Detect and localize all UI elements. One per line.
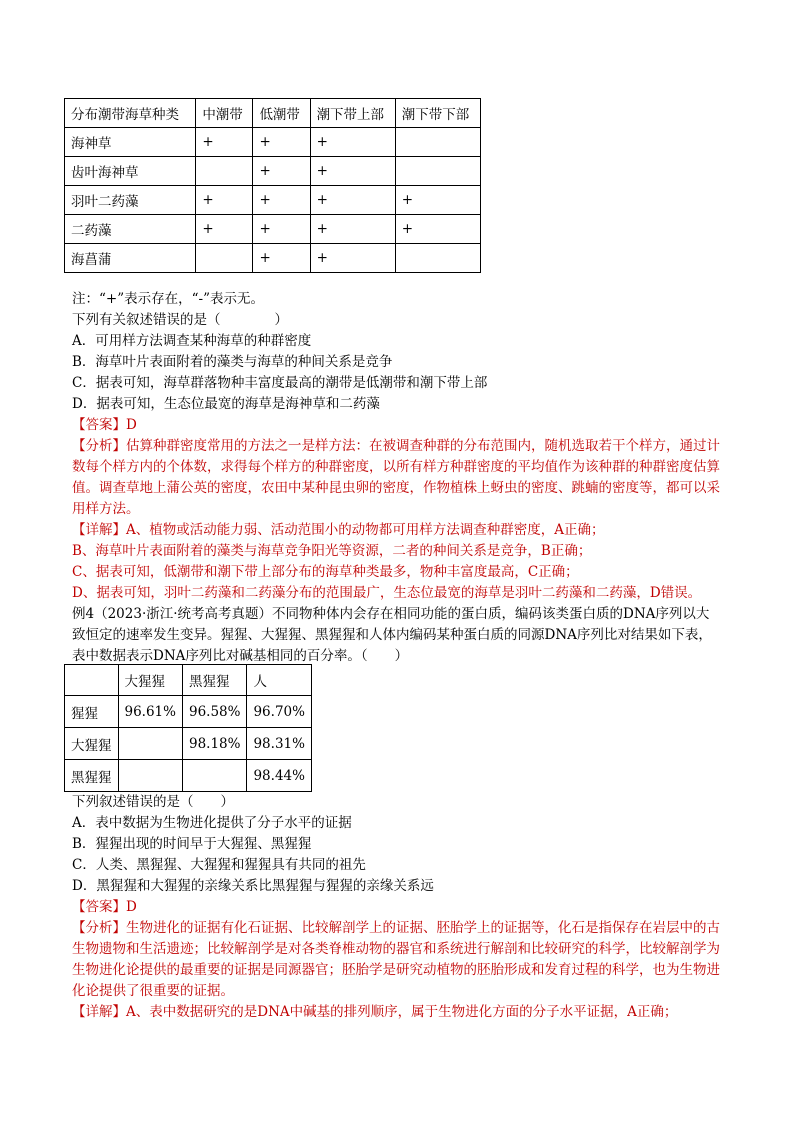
- answer: 【答案】D: [72, 417, 137, 433]
- table-row: [65, 760, 312, 792]
- table-cell: +: [253, 215, 310, 244]
- table-cell: +: [253, 244, 310, 273]
- table-cell: +: [310, 186, 395, 215]
- table-header-row: [65, 665, 312, 696]
- table-cell: 98.18%: [182, 728, 246, 760]
- example-stem: 例4（2023·浙江·统考高考真题）不同物种体内会存在相同功能的蛋白质，编码该类蛋白质的DNA序列以大致恒定的速率发生变异。猩猩、大猩猩、黑猩猩和人体内编码某种蛋白质的同源DNA序列比对结果如下表，表中数据表示DNA序列比对碱基相同的百分率。（ ）: [72, 606, 712, 664]
- table-header-cell: [65, 665, 119, 696]
- table-row: [65, 728, 312, 760]
- table-cell: +: [196, 186, 253, 215]
- option-b: B．猩猩出现的时间早于大猩猩、黑猩猩: [72, 836, 312, 852]
- table-note: 注：“+”表示存在，“-”表示无。: [72, 291, 264, 307]
- table-cell: 二药藻: [65, 215, 196, 244]
- table-cell: [395, 128, 480, 157]
- detail-line: 【详解】A、表中数据研究的是DNA中碱基的排列顺序，属于生物进化方面的分子水平证据，A正确；: [72, 1004, 678, 1020]
- option-a: A．可用样方法调查某种海草的种群密度: [72, 333, 312, 349]
- option-a: A．表中数据为生物进化提供了分子水平的证据: [72, 815, 352, 831]
- table-cell: [118, 728, 182, 760]
- table-cell: [182, 760, 246, 792]
- analysis-paragraph: 【分析】生物进化的证据有化石证据、比较解剖学上的证据、胚胎学上的证据等，化石是指保存在岩层中的古生物遗物和生活遗迹；比较解剖学是对各类脊椎动物的器官和系统进行解剖和比较研究的科学，比较解剖学为生物进化论提供的最重要的证据是同源器官；胚胎学是研究动植物的胚胎形成和发育过程的科学，也为生物进化论提供了很重要的证据。: [72, 920, 720, 999]
- detail-line: B、海草叶片表面附着的藻类与海草竞争阳光等资源，二者的种间关系是竞争，B正确；: [72, 543, 592, 559]
- analysis-paragraph: 【分析】估算种群密度常用的方法之一是样方法：在被调查种群的分布范围内，随机选取若干个样方，通过计数每个样方内的个体数，求得每个样方的种群密度，以所有样方种群密度的平均值作为该种群的种群密度估算值。调查草地上蒲公英的密度，农田中某种昆虫卵的密度，作物植株上蚜虫的密度、跳蝻的密度等，都可以采用样方法。: [72, 438, 720, 517]
- option-d: D．黑猩猩和大猩猩的亲缘关系比黑猩猩与猩猩的亲缘关系远: [72, 878, 434, 894]
- table-header-cell: 大猩猩: [118, 665, 182, 696]
- table-row: [65, 244, 481, 273]
- detail-line: D、据表可知，羽叶二药藻和二药藻分布的范围最广，生态位最宽的海草是羽叶二药藻和二药藻，D错误。: [72, 585, 702, 601]
- answer: 【答案】D: [72, 899, 137, 915]
- table-cell: +: [253, 186, 310, 215]
- table-cell: 海神草: [65, 128, 196, 157]
- table-cell: 96.70%: [247, 696, 311, 728]
- table-cell: +: [196, 215, 253, 244]
- table-cell: [395, 157, 480, 186]
- table-cell: [118, 760, 182, 792]
- table-cell: 黑猩猩: [65, 760, 119, 792]
- table-cell: +: [395, 186, 480, 215]
- table-cell: +: [395, 215, 480, 244]
- dna-similarity-table: [64, 664, 312, 792]
- table-cell: +: [310, 128, 395, 157]
- table-header-row: [65, 99, 481, 128]
- table-cell: [395, 244, 480, 273]
- option-b: B．海草叶片表面附着的藻类与海草的种间关系是竞争: [72, 354, 393, 370]
- table-cell: +: [310, 244, 395, 273]
- table-row: [65, 696, 312, 728]
- table-header-cell: 人: [247, 665, 311, 696]
- question-stem: 下列叙述错误的是（ ）: [72, 794, 234, 810]
- table-header-cell: 潮下带上部: [310, 99, 395, 128]
- option-c: C．据表可知，海草群落物种丰富度最高的潮带是低潮带和潮下带上部: [72, 375, 488, 391]
- question-stem: 下列有关叙述错误的是（ ）: [72, 312, 288, 328]
- detail-line: 【详解】A、植物或活动能力弱、活动范围小的动物都可用样方法调查种群密度，A正确；: [72, 522, 605, 538]
- table-row: [65, 157, 481, 186]
- table-cell: 羽叶二药藻: [65, 186, 196, 215]
- table-cell: 齿叶海神草: [65, 157, 196, 186]
- table-cell: 98.31%: [247, 728, 311, 760]
- table-cell: 96.61%: [118, 696, 182, 728]
- seagrass-distribution-table: [64, 98, 481, 273]
- table-cell: [196, 244, 253, 273]
- table-cell: [196, 157, 253, 186]
- table-cell: +: [310, 215, 395, 244]
- table-row: [65, 215, 481, 244]
- table-cell: 98.44%: [247, 760, 311, 792]
- table-header-cell: 潮下带下部: [395, 99, 480, 128]
- table-cell: 海菖蒲: [65, 244, 196, 273]
- table-cell: +: [253, 157, 310, 186]
- table-row: [65, 128, 481, 157]
- table-cell: +: [310, 157, 395, 186]
- table-cell: +: [196, 128, 253, 157]
- table-header-cell: 低潮带: [253, 99, 310, 128]
- table-cell: 大猩猩: [65, 728, 119, 760]
- table-cell: 猩猩: [65, 696, 119, 728]
- table-row: [65, 186, 481, 215]
- table-header-cell: 分布潮带海草种类: [65, 99, 196, 128]
- table-cell: 96.58%: [182, 696, 246, 728]
- table-header-cell: 黑猩猩: [182, 665, 246, 696]
- table-cell: +: [253, 128, 310, 157]
- table-header-cell: 中潮带: [196, 99, 253, 128]
- detail-line: C、据表可知，低潮带和潮下带上部分布的海草种类最多，物种丰富度最高，C正确；: [72, 564, 579, 580]
- option-d: D．据表可知，生态位最宽的海草是海神草和二药藻: [72, 396, 380, 412]
- option-c: C．人类、黑猩猩、大猩猩和猩猩具有共同的祖先: [72, 857, 366, 873]
